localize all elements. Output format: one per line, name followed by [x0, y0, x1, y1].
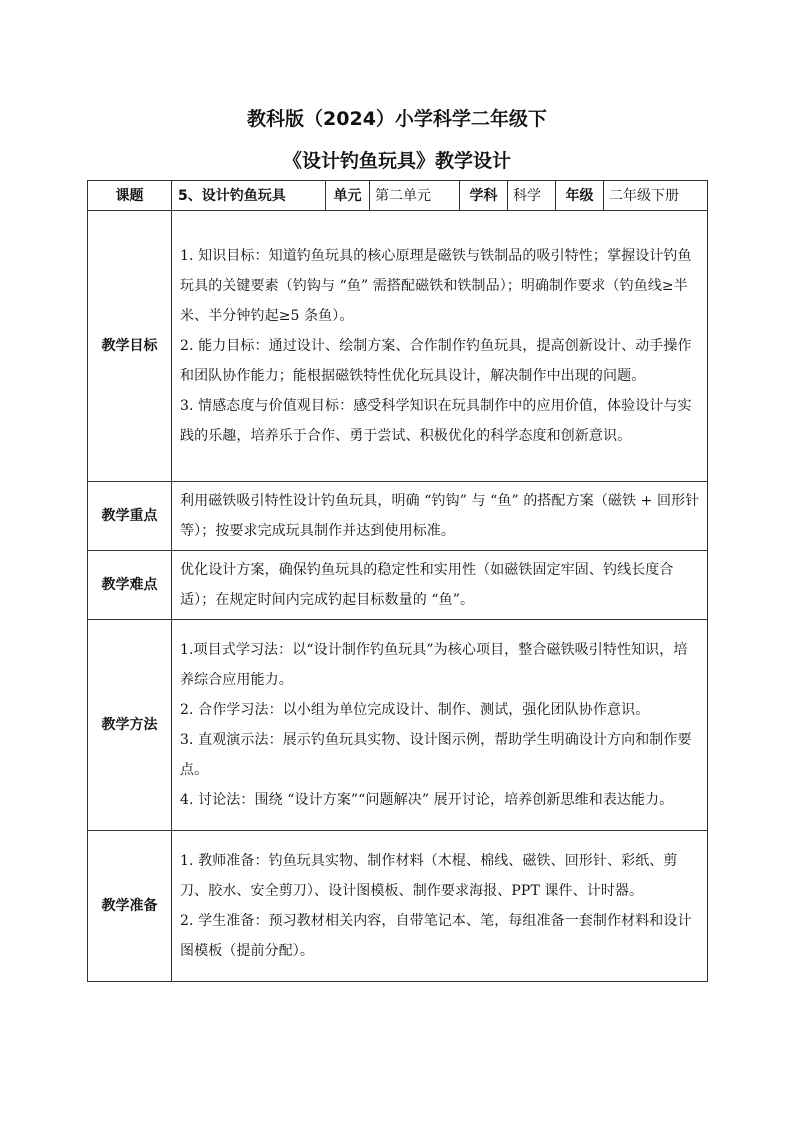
paragraph: 3. 情感态度与价值观目标：感受科学知识在玩具制作中的应用价值，体验设计与实践的乐趣，培养乐于合作、勇于尝试、积极优化的科学态度和创新意识。 — [180, 398, 692, 444]
section-row-preparation — [88, 831, 708, 982]
section-row-key-points — [88, 482, 708, 551]
paragraph: 2. 合作学习法：以小组为单位完成设计、制作、测试，强化团队协作意识。 — [180, 702, 650, 718]
subject-value: 科学 — [508, 181, 556, 211]
paragraph: 利用磁铁吸引特性设计钓鱼玩具，明确 “钓钩” 与 “鱼” 的搭配方案（磁铁 + 回形针等）；按要求完成玩具制作并达到使用标准。 — [180, 493, 700, 539]
document-subtitle: 《设计钓鱼玩具》教学设计 — [282, 150, 511, 172]
section-content — [172, 482, 708, 551]
section-row-difficulties — [88, 551, 708, 620]
paragraph: 3. 直观演示法：展示钓鱼玩具实物、设计图示例，帮助学生明确设计方向和制作要点。 — [180, 732, 692, 778]
section-label: 教学准备 — [88, 831, 172, 982]
section-label: 教学方法 — [88, 620, 172, 831]
paragraph: 1. 知识目标：知道钓鱼玩具的核心原理是磁铁与铁制品的吸引特性；掌握设计钓鱼玩具的关键要素（钓钩与 “鱼” 需搭配磁铁和铁制品）；明确制作要求（钓鱼线≥半米、半分钟钓起≥5 条鱼）。 — [180, 248, 692, 324]
section-label: 教学重点 — [88, 482, 172, 551]
grade-value: 二年级下册 — [604, 181, 708, 211]
section-row-methods — [88, 620, 708, 831]
paragraph: 2. 能力目标：通过设计、绘制方案、合作制作钓鱼玩具，提高创新设计、动手操作和团队协作能力；能根据磁铁特性优化玩具设计，解决制作中出现的问题。 — [180, 338, 692, 384]
paragraph: 4. 讨论法：围绕 “设计方案”“问题解决” 展开讨论，培养创新思维和表达能力。 — [180, 792, 674, 808]
paragraph: 1.项目式学习法：以“设计制作钓鱼玩具”为核心项目，整合磁铁吸引特性知识，培养综合应用能力。 — [180, 642, 688, 688]
section-content — [172, 620, 708, 831]
paragraph: 1. 教师准备：钓鱼玩具实物、制作材料（木棍、棉线、磁铁、回形针、彩纸、剪刀、胶水、安全剪刀）、设计图模板、制作要求海报、PPT 课件、计时器。 — [180, 853, 678, 899]
lesson-plan-table — [87, 180, 708, 982]
topic-label: 课题 — [88, 181, 172, 211]
paragraph: 2. 学生准备：预习教材相关内容，自带笔记本、笔，每组准备一套制作材料和设计图模板（提前分配）。 — [180, 913, 692, 959]
header-row — [88, 181, 708, 211]
section-content — [172, 211, 708, 482]
section-label: 教学难点 — [88, 551, 172, 620]
unit-value: 第二单元 — [370, 181, 460, 211]
section-content — [172, 831, 708, 982]
document-title: 教科版（2024）小学科学二年级下 — [247, 108, 547, 130]
paragraph: 优化设计方案，确保钓鱼玩具的稳定性和实用性（如磁铁固定牢固、钓线长度合适）；在规定时间内完成钓起目标数量的 “鱼”。 — [180, 562, 674, 608]
grade-label: 年级 — [556, 181, 604, 211]
section-content — [172, 551, 708, 620]
section-label: 教学目标 — [88, 211, 172, 482]
section-row-objectives — [88, 211, 708, 482]
unit-label: 单元 — [326, 181, 370, 211]
subject-label: 学科 — [460, 181, 508, 211]
topic-value: 5、设计钓鱼玩具 — [172, 181, 326, 211]
